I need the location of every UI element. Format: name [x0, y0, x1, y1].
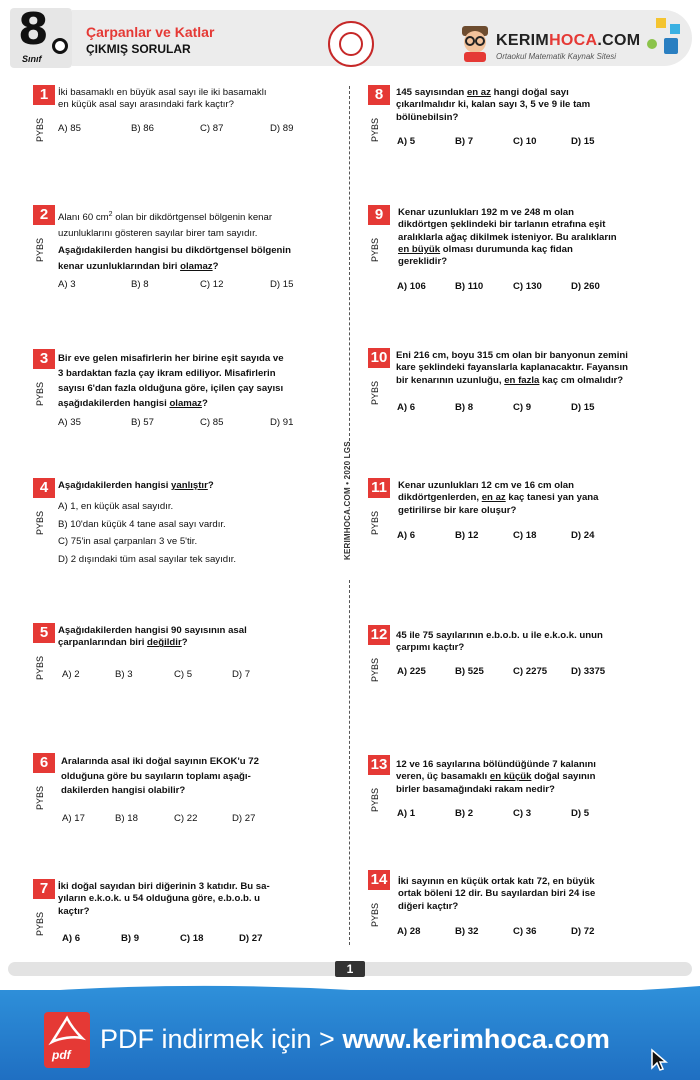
- question-6: [33, 753, 333, 828]
- question-number: 6: [33, 753, 55, 773]
- option-b: B) 8: [455, 402, 474, 413]
- question-4: [33, 478, 333, 573]
- option-d: D) 24: [571, 530, 595, 541]
- question-10: [368, 348, 668, 418]
- cursor-icon: [650, 1048, 668, 1072]
- option-b: B) 32: [455, 926, 479, 937]
- question-stem: 145 sayısından en az hangi doğal sayı çıkarılmalıdır ki, kalan sayı 3, 5 ve 9 ile tam bölünebilsin?: [396, 87, 591, 123]
- source-tag: PYBS: [35, 786, 45, 811]
- option-a: A) 5: [397, 136, 416, 147]
- grade-label: Sınıf: [22, 54, 42, 64]
- option-c: C) 9: [513, 402, 532, 413]
- page-number: 1: [335, 961, 365, 977]
- option-a: A) 2: [62, 669, 80, 680]
- option-d: D) 260: [571, 281, 600, 292]
- source-tag: PYBS: [35, 238, 45, 263]
- option-b: B) 8: [131, 279, 149, 290]
- option-d: D) 15: [571, 136, 595, 147]
- question-11: [368, 478, 668, 548]
- page-title: Çarpanlar ve Katlar: [86, 24, 215, 40]
- banner-prefix: PDF indirmek için >: [100, 1024, 343, 1054]
- option-a: A) 6: [62, 933, 81, 944]
- option-c: C) 3: [513, 808, 532, 819]
- pdf-label: pdf: [52, 1048, 71, 1062]
- banner-text[interactable]: [100, 1024, 610, 1055]
- question-number: 13: [368, 755, 390, 775]
- option-a: A) 225: [397, 666, 426, 677]
- grade-dot: [52, 38, 68, 54]
- question-stem: İki basamaklı en büyük asal sayı ile iki basamaklı en küçük asal sayı arasındaki fark kaçtır?: [58, 87, 267, 111]
- question-stem: Aralarında asal iki doğal sayının EKOK'u 72 olduğuna göre bu sayıların toplamı aşağı- dakilerden hangisi olabilir?: [61, 756, 259, 796]
- question-stem: İki doğal sayıdan biri diğerinin 3 katıdır. Bu sa- yıların e.k.o.k. u 54 olduğuna göre, e.b.o.b. u kaçtır?: [58, 881, 270, 917]
- option-b: B) 2: [455, 808, 474, 819]
- option-a: A) 17: [62, 813, 85, 824]
- option-d: D) 27: [239, 933, 263, 944]
- source-tag: PYBS: [370, 118, 380, 143]
- source-tag: PYBS: [35, 118, 45, 143]
- question-number: 8: [368, 85, 390, 105]
- question-stem: Alanı 60 $cm^2$ olan bir dikdörtgensel bölgenin kenar uzunluklarını gösteren sayılar birer tam sayıdır. Aşağıdakilerden hangisi bu dikdörtgensel bölgenin kenar uzunluklarından biri olamaz?: [58, 211, 291, 272]
- option-c: C) 36: [513, 926, 537, 937]
- source-tag: PYBS: [370, 658, 380, 683]
- option-c: C) 87: [200, 123, 224, 134]
- question-9: [368, 205, 668, 300]
- source-tag: PYBS: [35, 382, 45, 407]
- option-d: D) 72: [571, 926, 595, 937]
- option-c: C) 10: [513, 136, 537, 147]
- option-d: D) 27: [232, 813, 256, 824]
- option-a: A) 6: [397, 530, 416, 541]
- option-b: B) 525: [455, 666, 484, 677]
- option-b: B) 86: [131, 123, 154, 134]
- question-number: 3: [33, 349, 55, 369]
- question-8: [368, 85, 668, 155]
- option-d: D) 3375: [571, 666, 606, 677]
- page-header: [0, 0, 700, 78]
- option-a: A) 106: [397, 281, 426, 292]
- math-deco-icon: [640, 14, 688, 62]
- question-stem: Eni 216 cm, boyu 315 cm olan bir banyonun zemini kare şeklindeki fayanslarla kaplanacaktır. Fayansın bir kenarının uzunluğu, en fazla kaç cm olmalıdır?: [396, 350, 628, 386]
- question-3: [33, 349, 333, 439]
- page-subtitle: ÇIKMIŞ SORULAR: [86, 42, 191, 56]
- option-c: C) 2275: [513, 666, 548, 677]
- question-12: [368, 625, 668, 685]
- question-number: 14: [368, 870, 390, 890]
- source-tag: PYBS: [370, 511, 380, 536]
- question-7: [33, 879, 333, 949]
- option-b: B) 10'dan küçük 4 tane asal sayı vardır.: [58, 518, 226, 530]
- option-d: D) 7: [232, 669, 251, 680]
- option-c: C) 75'in asal çarpanları 3 ve 5'tir.: [58, 536, 198, 547]
- question-stem: Aşağıdakilerden hangisi yanlıştır?: [58, 480, 214, 491]
- option-a: A) 1, en küçük asal sayıdır.: [58, 501, 174, 512]
- option-a: A) 3: [58, 279, 76, 290]
- column-divider-bottom: [349, 580, 351, 945]
- option-c: C) 12: [200, 279, 224, 290]
- option-a: A) 28: [397, 926, 421, 937]
- meb-seal-icon: [328, 21, 374, 67]
- source-tag: PYBS: [35, 511, 45, 536]
- option-b: B) 9: [121, 933, 140, 944]
- option-d: D) 15: [571, 402, 595, 413]
- site-logo-text: KERIMHOCA.COM: [496, 32, 641, 49]
- mascot-icon: [458, 24, 492, 62]
- question-stem: İki sayının en küçük ortak katı 72, en büyük ortak böleni 12 dir. Bu sayılardan biri 24 ise diğeri kaçtır?: [398, 876, 596, 912]
- question-number: 11: [368, 478, 390, 498]
- question-number: 1: [33, 85, 55, 105]
- option-a: A) 1: [397, 808, 416, 819]
- question-number: 5: [33, 623, 55, 643]
- question-13: [368, 755, 668, 825]
- source-tag: PYBS: [370, 238, 380, 263]
- option-d: D) 89: [270, 123, 294, 134]
- question-number: 9: [368, 205, 390, 225]
- question-number: 7: [33, 879, 55, 899]
- column-divider-top: [349, 86, 351, 446]
- banner-url[interactable]: www.kerimhoca.com: [342, 1024, 610, 1054]
- question-stem: 45 ile 75 sayılarının e.b.o.b. u ile e.k.o.k. unun çarpımı kaçtır?: [396, 630, 603, 654]
- option-c: C) 22: [174, 813, 198, 824]
- option-d: D) 15: [270, 279, 294, 290]
- question-stem: 12 ve 16 sayılarına bölündüğünde 7 kalanını veren, üç basamaklı en küçük doğal sayının birler basamağındaki rakam nedir?: [396, 759, 596, 795]
- option-a: A) 85: [58, 123, 81, 134]
- question-1: [33, 85, 333, 155]
- question-2: [33, 205, 333, 295]
- answer-options: [58, 498, 236, 568]
- option-d: D) 2 dışındaki tüm asal sayılar tek sayıdır.: [58, 553, 237, 565]
- source-tag: PYBS: [370, 381, 380, 406]
- option-b: B) 57: [131, 417, 154, 428]
- option-c: C) 5: [174, 669, 193, 680]
- option-b: B) 3: [115, 669, 133, 680]
- question-5: [33, 623, 333, 693]
- question-stem: Kenar uzunlukları 12 cm ve 16 cm olan dikdörtgenlerden, en az kaç tanesi yan yana getirilirse bir kare oluşur?: [398, 480, 599, 516]
- option-b: B) 110: [455, 281, 484, 292]
- option-c: C) 18: [513, 530, 537, 541]
- option-d: D) 91: [270, 417, 294, 428]
- source-tag: PYBS: [370, 788, 380, 813]
- question-number: 10: [368, 348, 390, 368]
- option-c: C) 130: [513, 281, 542, 292]
- question-stem: Bir eve gelen misafirlerin her birine eşit sayıda ve 3 bardaktan fazla çay ikram ediliyor. Misafirlerin sayısı 6'dan fazla olduğuna göre, içilen çay sayısı aşağıdakilerden hangisi olamaz?: [58, 353, 284, 409]
- source-tag: PYBS: [370, 903, 380, 928]
- question-stem: Kenar uzunlukları 192 m ve 248 m olan dikdörtgen şeklindeki bir tarlanın etrafına eşit aralıklarla ağaç dikilmek isteniyor. Bu aralıkların en büyük olması durumunda kaç fidan gereklidir?: [398, 207, 617, 268]
- site-logo-subtitle: Ortaokul Matematik Kaynak Sitesi: [496, 52, 617, 61]
- option-c: C) 18: [180, 933, 204, 944]
- option-a: A) 6: [397, 402, 416, 413]
- source-tag: PYBS: [35, 912, 45, 937]
- question-number: 2: [33, 205, 55, 225]
- option-a: A) 35: [58, 417, 81, 428]
- option-c: C) 85: [200, 417, 224, 428]
- option-b: B) 7: [455, 136, 474, 147]
- option-d: D) 5: [571, 808, 590, 819]
- option-b: B) 12: [455, 530, 479, 541]
- question-14: [368, 870, 668, 945]
- grade-number: 8: [18, 4, 49, 55]
- source-tag: PYBS: [35, 656, 45, 681]
- question-number: 12: [368, 625, 390, 645]
- pdf-acrobat-icon: [44, 1012, 90, 1052]
- question-stem: Aşağıdakilerden hangisi 90 sayısının asal çarpanlarından biri değildir?: [58, 625, 247, 649]
- option-b: B) 18: [115, 813, 138, 824]
- question-number: 4: [33, 478, 55, 498]
- side-watermark-text: KERIMHOCA.COM • 2020 LGS: [343, 441, 352, 560]
